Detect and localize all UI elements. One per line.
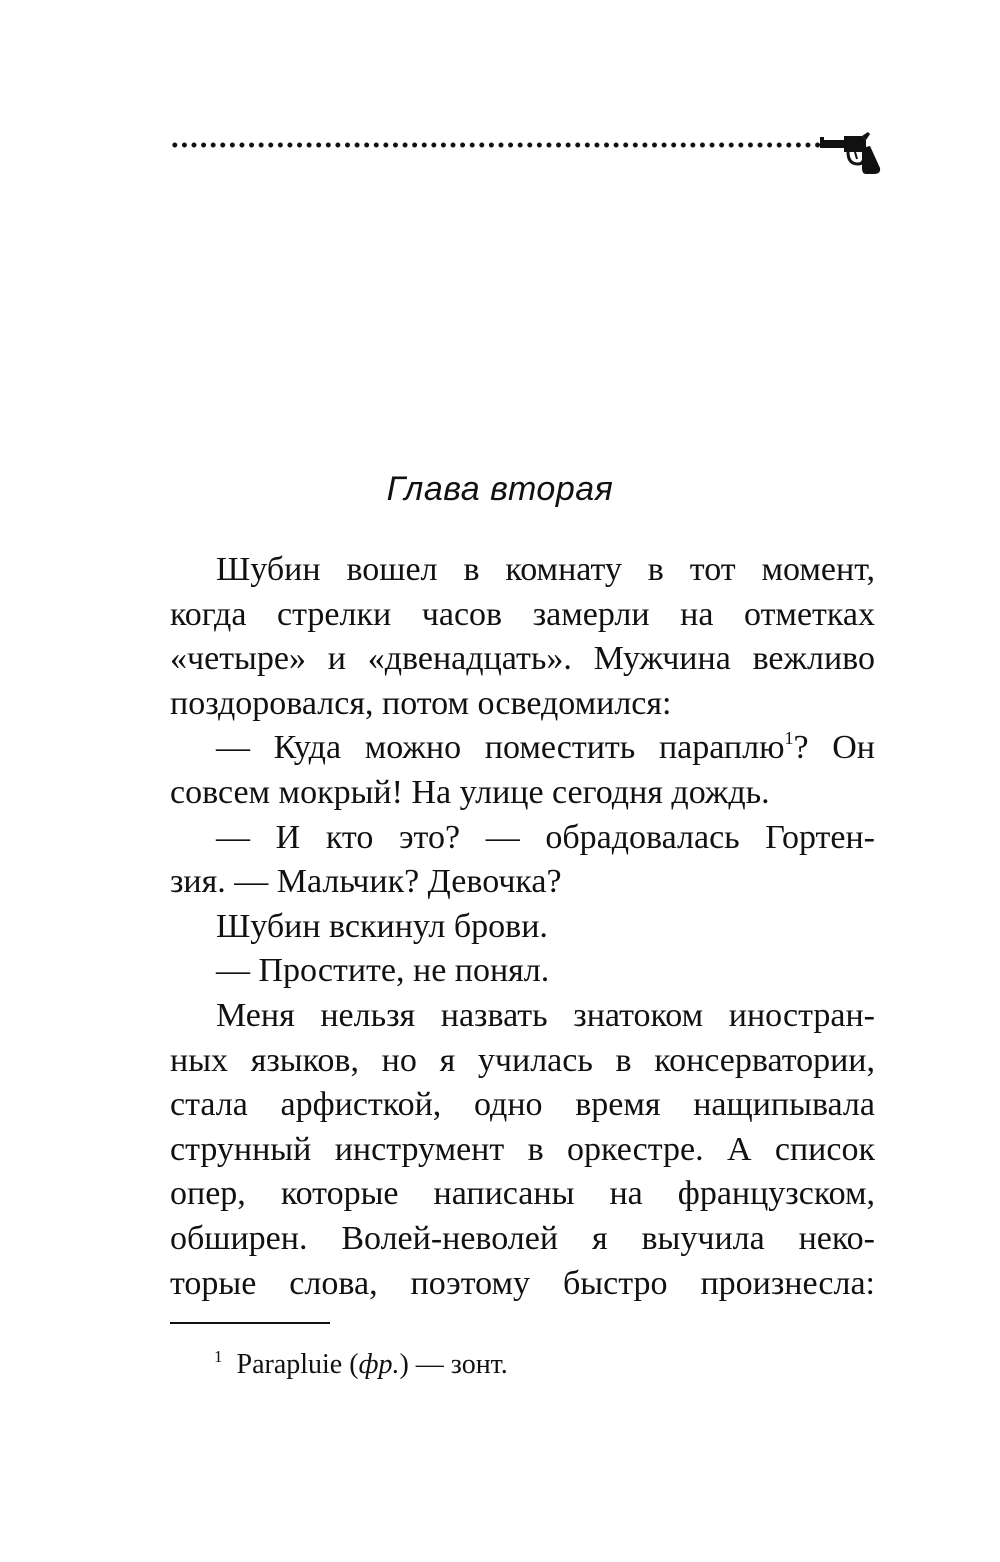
text-fragment: — Куда можно поместить параплю <box>216 729 785 767</box>
footnote-reference: 1 <box>784 728 794 749</box>
header-ornament <box>170 128 882 178</box>
text-line: — И кто это? — обрадовалась Гортен- <box>216 818 875 856</box>
text-line: обширен. Волей-неволей я выучила неко- <box>170 1219 875 1257</box>
text-line: Шубин вошел в комнату в тот момент, <box>216 551 875 588</box>
text-line: зия. — Мальчик? Девочка? <box>170 863 562 901</box>
text-line <box>170 726 875 771</box>
text-line: струнный инструмент в оркестре. А список <box>170 1130 875 1168</box>
text-line: поздоровался, потом осведомился: <box>170 684 672 722</box>
footnote-definition: ) — зонт. <box>399 1349 508 1380</box>
text-line: ных языков, но я училась в консерватории, <box>170 1041 875 1079</box>
footnote-language: фр. <box>358 1349 400 1380</box>
dotted-rule <box>170 142 820 148</box>
chapter-title: Глава вторая <box>386 470 614 508</box>
text-line: — Простите, не понял. <box>216 952 550 990</box>
revolver-icon <box>818 128 882 178</box>
text-line: опер, которые написаны на французском, <box>170 1175 875 1213</box>
body-text <box>170 548 875 1306</box>
text-line: совсем мокрый! На улице сегодня дождь. <box>170 773 770 811</box>
text-line: стала арфисткой, одно время нащипывала <box>170 1086 875 1124</box>
text-line: когда стрелки часов замерли на отметках <box>170 595 875 633</box>
footnote-number: 1 <box>214 1347 223 1366</box>
text-line: Меня нельзя назвать знатоком иностран- <box>216 996 875 1034</box>
text-fragment: ? Он <box>793 729 875 767</box>
footnote-open-paren: ( <box>349 1349 359 1380</box>
text-line: торые слова, поэтому быстро произнесла: <box>170 1264 875 1302</box>
text-line: «четыре» и «двенадцать». Мужчина вежливо <box>170 640 875 678</box>
footnote-separator <box>170 1322 330 1324</box>
footnote-term: Parapluie <box>236 1349 343 1380</box>
footnote <box>214 1337 508 1385</box>
text-line: Шубин вскинул брови. <box>216 907 548 945</box>
